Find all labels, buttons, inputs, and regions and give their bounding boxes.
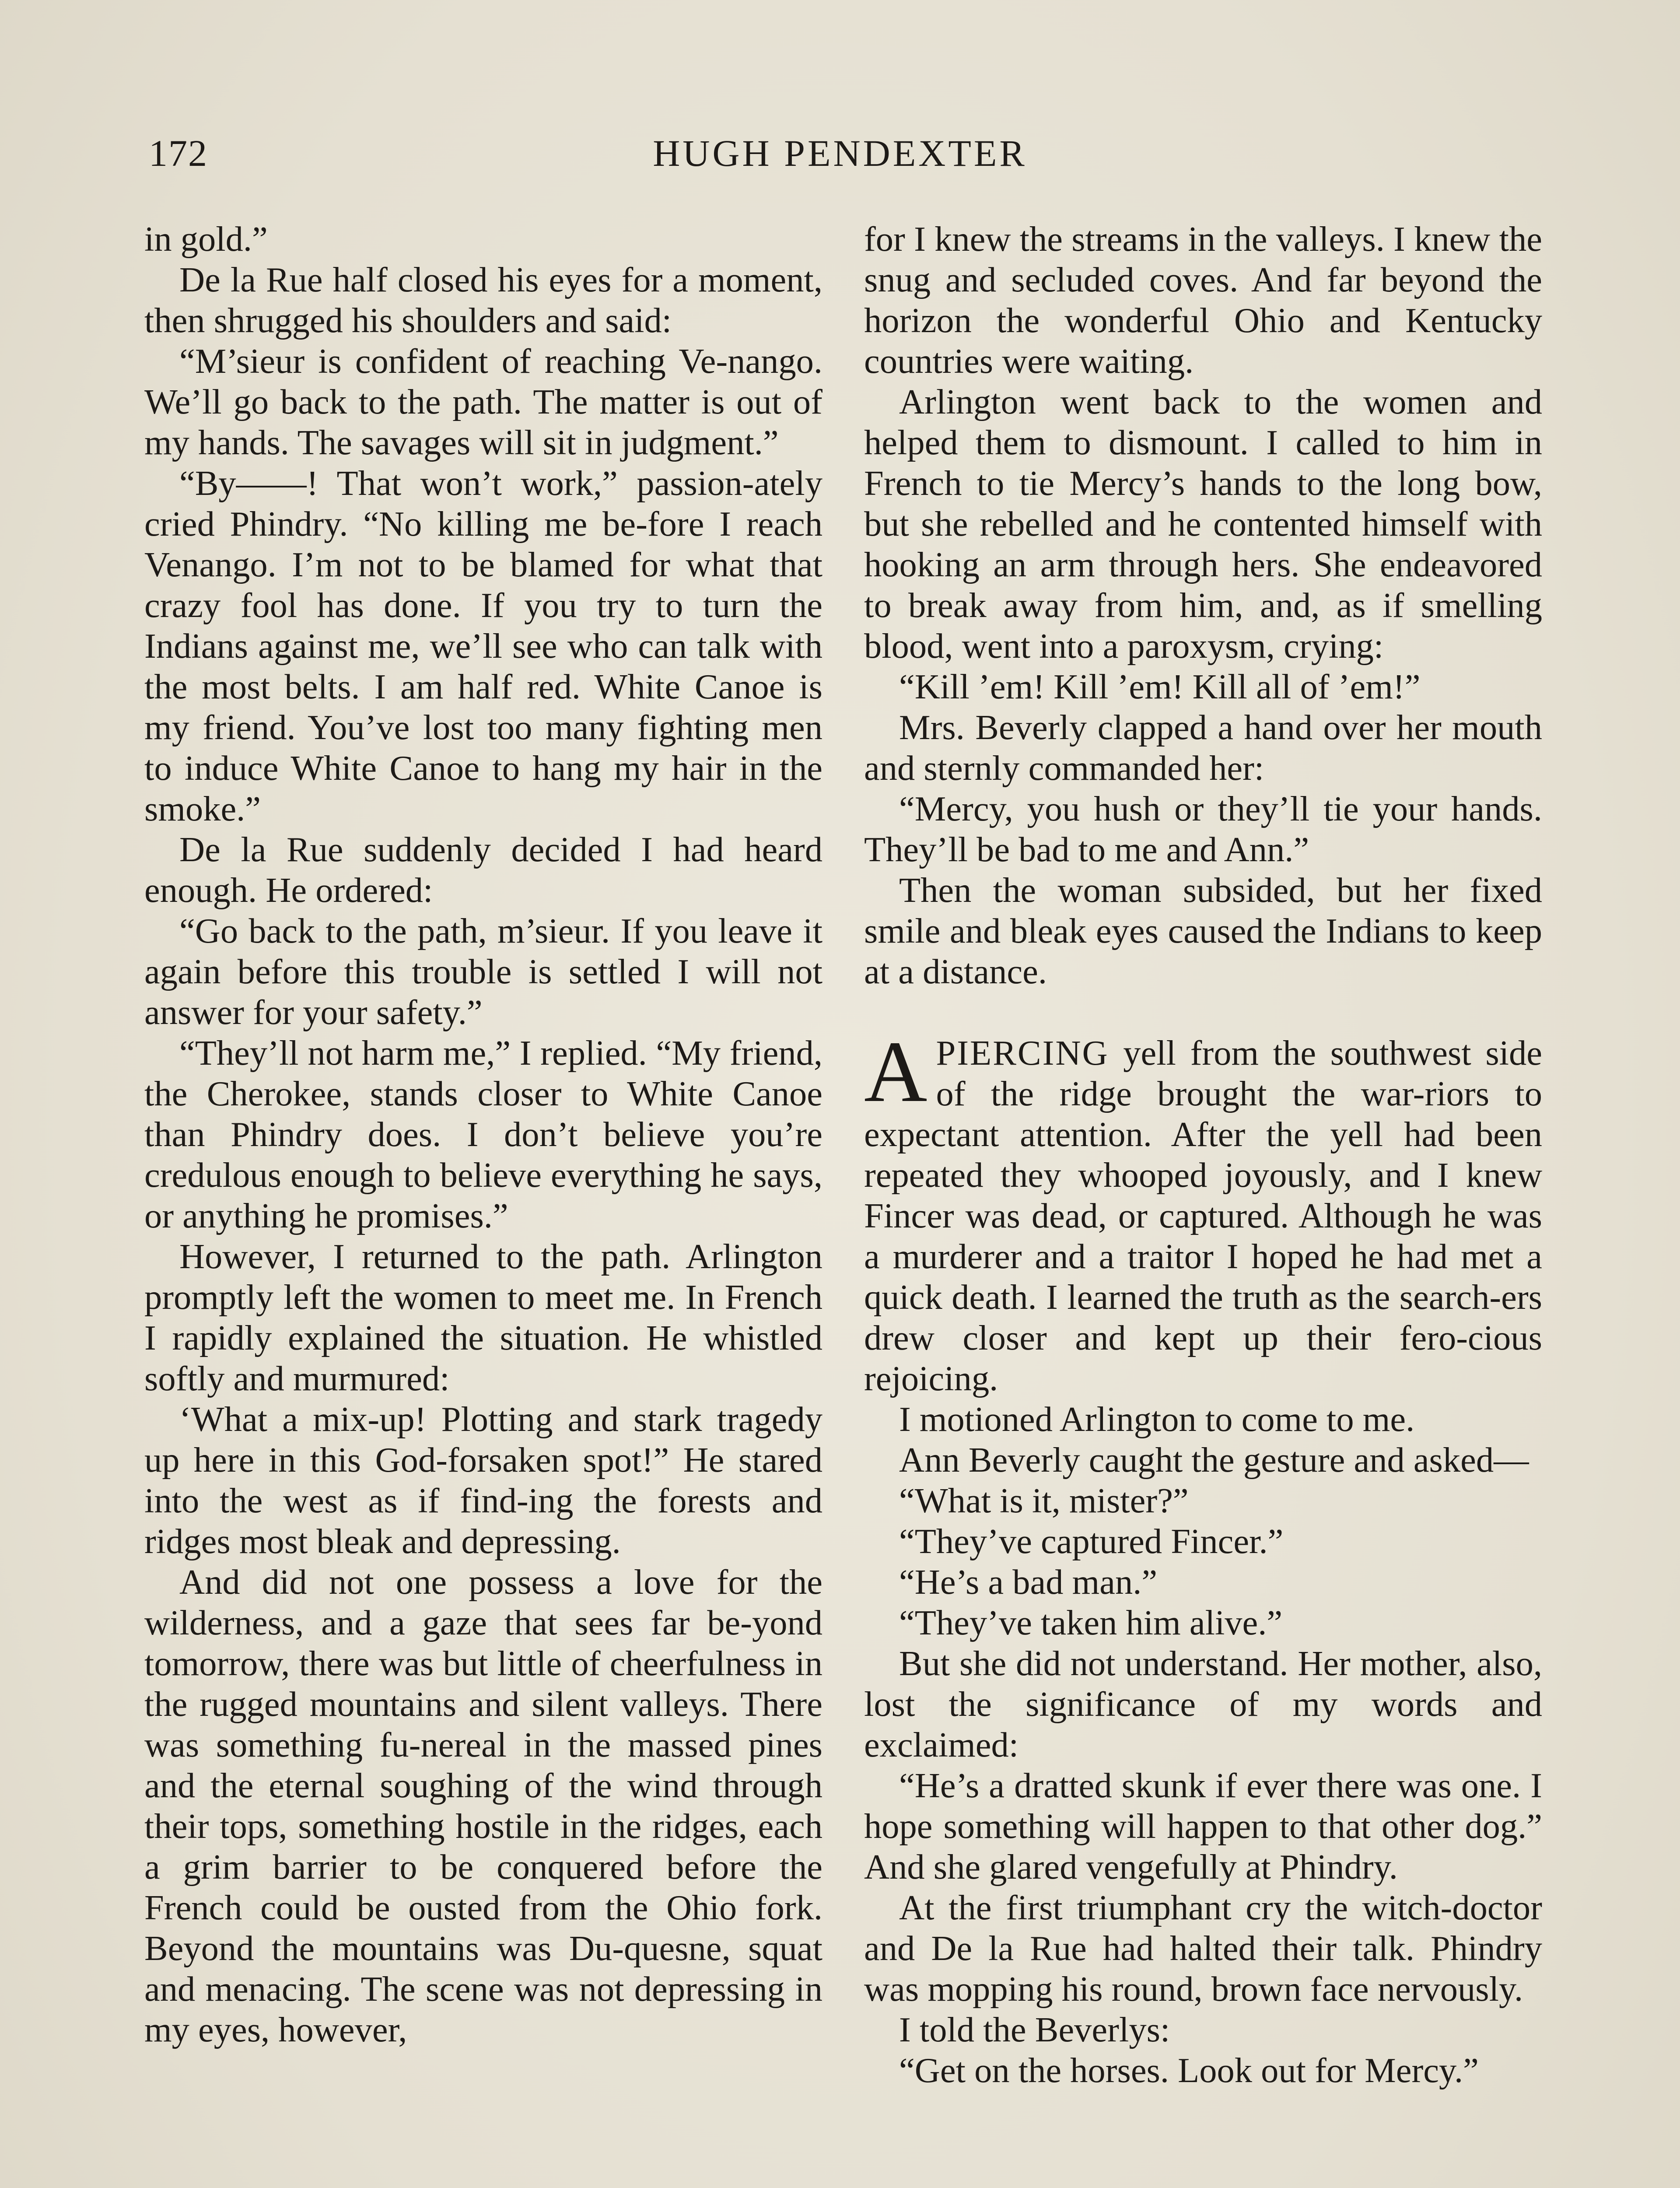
section-text: yell from the southwest side of the ridge brought the war-riors to expectant attention. After the yell had been repeated they whooped joyously, and I knew Fincer was dead, or captured. Although he was a murderer and a traitor I hoped he had met a quick death. I learned the truth as the search-ers drew closer and kept up their fero-cious rejoicing. [864, 1034, 1542, 1398]
paragraph: I told the Beverlys: [899, 2010, 1170, 2049]
paragraph: in gold.” [144, 220, 268, 259]
paragraph: “Kill ’em! Kill ’em! Kill all of ’em!” [899, 667, 1421, 706]
paragraph: Mrs. Beverly clapped a hand over her mouth and sternly commanded her: [864, 708, 1542, 788]
paragraph: And did not one possess a love for the wilderness, and a gaze that sees far be-yond tomorrow, there was but little of cheerfulness in the rugged mountains and silent valleys. There was something fu-nereal in the massed pines and the eternal soughing of the wind through their tops, something hostile in the ridges, each a grim barrier to be conquered before the French could be ousted from the Ohio fork. Beyond the mountains was Du-quesne, squat and menacing. The scene was not depressing in my eyes, however, [144, 1563, 822, 2049]
paragraph: “They’ve captured Fincer.” [899, 1522, 1284, 1561]
paragraph: for I knew the streams in the valleys. I knew the snug and secluded coves. And far beyond the horizon the wonderful Ohio and Kentucky countries were waiting. [864, 220, 1542, 381]
paragraph: “He’s a dratted skunk if ever there was one. I hope something will happen to that other dog.” And she glared vengefully at Phindry. [864, 1766, 1542, 1886]
section-opening-paragraph [864, 1024, 1542, 1399]
paragraph: De la Rue half closed his eyes for a moment, then shrugged his shoulders and said: [144, 260, 822, 340]
paragraph: “Go back to the path, m’sieur. If you leave it again before this trouble is settled I will not answer for your safety.” [144, 912, 822, 1032]
paragraph: “By——! That won’t work,” passion-ately cried Phindry. “No killing me be-fore I reach Venango. I’m not to be blamed for what that crazy fool has done. If you try to turn the Indians against me, we’ll see who can talk with the most belts. I am half red. White Canoe is my friend. You’ve lost too many fighting men to induce White Canoe to hang my hair in the smoke.” [144, 464, 822, 828]
paragraph: ‘What a mix-up! Plotting and stark tragedy up here in this God-forsaken spot!” He stared into the west as if find-ing the forests and ridges most bleak and depressing. [144, 1400, 822, 1561]
paragraph: De la Rue suddenly decided I had heard enough. He ordered: [144, 830, 822, 910]
paragraph: But she did not understand. Her mother, also, lost the significance of my words and exclaimed: [864, 1644, 1542, 1764]
left-column [144, 219, 822, 2050]
paragraph: Ann Beverly caught the gesture and asked— [899, 1441, 1529, 1480]
paragraph: “Get on the horses. Look out for Mercy.” [899, 2051, 1479, 2090]
small-caps-lead: PIERCING [936, 1034, 1109, 1073]
paragraph: “What is it, mister?” [899, 1481, 1189, 1520]
page-header [144, 131, 1536, 184]
paragraph: “They’ve taken him alive.” [899, 1603, 1283, 1642]
running-head: HUGH PENDEXTER [653, 132, 1027, 174]
paragraph: Arlington went back to the women and helped them to dismount. I called to him in French to tie Mercy’s hands to the long bow, but she rebelled and he contented himself with hooking an arm through hers. She endeavored to break away from him, and, as if smelling blood, went into a paroxysm, crying: [864, 382, 1542, 666]
paragraph: At the first triumphant cry the witch-doctor and De la Rue had halted their talk. Phindry was mopping his round, brown face nervously. [864, 1888, 1542, 2009]
paragraph: “They’ll not harm me,” I replied. “My friend, the Cherokee, stands closer to White Canoe than Phindry does. I don’t believe you’re credulous enough to believe everything he says, or anything he promises.” [144, 1034, 822, 1235]
paragraph: Then the woman subsided, but her fixed smile and bleak eyes caused the Indians to keep at a distance. [864, 871, 1542, 991]
drop-cap: A [864, 1024, 928, 1120]
right-column [864, 219, 1542, 2091]
paragraph: “He’s a bad man.” [899, 1563, 1158, 1602]
page-number: 172 [149, 132, 208, 174]
paragraph: “Mercy, you hush or they’ll tie your hands. They’ll be bad to me and Ann.” [864, 789, 1542, 869]
paragraph: However, I returned to the path. Arlington promptly left the women to meet me. In French I rapidly explained the situation. He whistled softly and murmured: [144, 1237, 822, 1398]
paragraph: I motioned Arlington to come to me. [899, 1400, 1415, 1439]
paragraph: “M’sieur is confident of reaching Ve-nango. We’ll go back to the path. The matter is out of my hands. The savages will sit in judgment.” [144, 342, 822, 462]
